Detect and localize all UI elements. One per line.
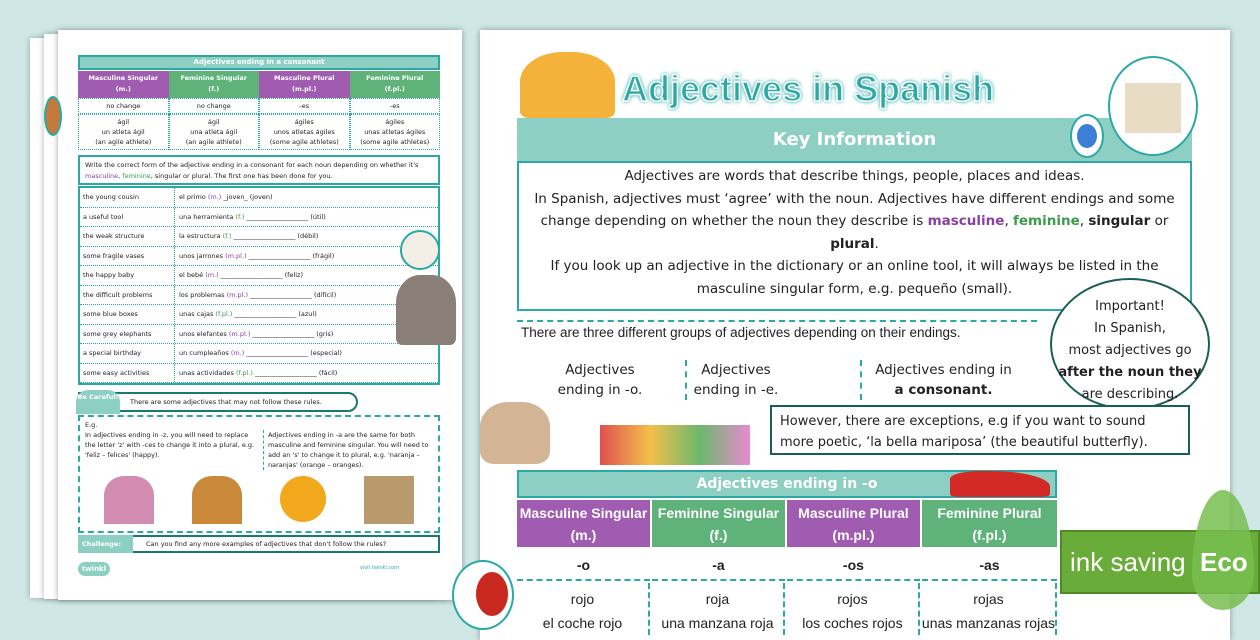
t: unas atletas ágiles [364, 128, 426, 136]
t: , singular or plural. The first one has been done for you. [150, 172, 333, 180]
t: rojas [973, 591, 1004, 607]
col-header: Feminine Plural [937, 505, 1042, 521]
col-header: Masculine Singular [88, 74, 159, 82]
t: roja [705, 591, 730, 607]
t: Write the correct form of the adjective ending in a consonant for each noun depending on whether it's [85, 161, 419, 169]
t: rojo [570, 591, 595, 607]
table-title: Adjectives ending in a consonant [78, 55, 440, 70]
gender-tag: (f.pl.) [235, 368, 253, 377]
exercise-row [80, 227, 438, 247]
english-phrase: the happy baby [80, 266, 175, 285]
answer-blank[interactable]: ___________________ [252, 329, 315, 338]
page-title: Adjectives in Spanish [622, 68, 995, 109]
groups-intro: There are three different groups of adjectives depending on their endings. [521, 325, 961, 340]
example-cell [652, 583, 785, 635]
t: una herramienta [179, 212, 234, 221]
answer-blank[interactable]: ___________________ [234, 310, 297, 319]
t: Adjectives ending in [875, 362, 1012, 378]
hint: (joven) [249, 193, 273, 202]
orange-image [280, 476, 326, 522]
col-header-cell [350, 71, 441, 98]
hint: (feliz) [284, 271, 303, 280]
key-information-header: Key Information [517, 118, 1192, 161]
o-table [517, 500, 1057, 635]
col-header-cell [922, 500, 1057, 547]
col-header: Feminine Singular [657, 505, 780, 521]
english-phrase: some grey elephants [80, 325, 175, 344]
exercise-row [80, 247, 438, 267]
exercise-row [80, 344, 438, 364]
answer-blank[interactable]: ___________________ [246, 212, 309, 221]
girl-image [104, 476, 154, 524]
t: ágiles [294, 118, 314, 126]
col-header-cell [259, 71, 350, 98]
t: una atleta ágil [190, 128, 238, 136]
hint: (difícil) [313, 290, 337, 299]
gender-tag: (m.) [205, 271, 219, 280]
ending-cell: -os [787, 549, 920, 581]
t: plural [830, 235, 875, 252]
spanish-phrase [175, 310, 317, 318]
exercise-row [80, 266, 438, 286]
boy-image [520, 52, 615, 118]
gender-tag: (m.) [207, 193, 222, 202]
hint: (especial) [310, 349, 342, 358]
t: ágil [117, 118, 130, 126]
t: el coche rojo [542, 615, 623, 631]
ending-cell: no change [78, 98, 169, 114]
col-abbr: (f.pl.) [384, 85, 405, 93]
group-e: Adjectives ending in -e. [685, 360, 785, 400]
gender-tag: (m.pl.) [226, 290, 249, 299]
t: or [1150, 213, 1169, 229]
english-phrase: some fragile vases [80, 247, 175, 266]
example-images [85, 476, 433, 524]
hint: (frágil) [312, 251, 335, 260]
challenge-text: Can you find any more examples of adjectives that don't follow the rules? [78, 535, 440, 553]
answer-blank[interactable]: ___________________ [254, 368, 317, 377]
url[interactable]: visit twinkl.com [360, 565, 400, 571]
consonant-table [78, 71, 440, 150]
info-2: In Spanish, adjectives must ‘agree’ with the noun. Adjectives have different endings and some change depending on whether the noun they describe is masculine, feminine, singular or plural. [534, 190, 1175, 252]
butterfly-image [1070, 114, 1104, 158]
t: masculine [85, 172, 119, 180]
t: E.g. [85, 421, 98, 429]
toys-image [600, 425, 750, 465]
exercise-row [80, 305, 438, 325]
t: unas manzanas rojas [921, 615, 1055, 631]
english-phrase: the young cousin [80, 188, 175, 207]
spanish-phrase [175, 232, 318, 240]
english-phrase: some blue boxes [80, 305, 175, 324]
eco-label: Eco [1200, 547, 1248, 577]
example-cell [350, 114, 441, 150]
answer-blank[interactable]: ___________________ [246, 349, 309, 358]
example-cell [259, 114, 350, 150]
answer-blank[interactable]: ___________________ [233, 232, 296, 241]
twinkl-logo: twinkl [78, 562, 110, 576]
gender-tag: (f.) [235, 212, 245, 221]
english-phrase: the weak structure [80, 227, 175, 246]
col-header: Masculine Plural [274, 74, 335, 82]
col-header: Masculine Singular [519, 505, 648, 521]
important-note [1050, 278, 1210, 410]
gender-tag: (f.) [222, 232, 232, 241]
col-abbr: (m.) [570, 527, 597, 543]
exercise-row [80, 208, 438, 228]
example-cell [517, 583, 650, 635]
answer-blank[interactable]: ___________________ [250, 290, 312, 299]
col-header: Feminine Plural [366, 74, 424, 82]
book-image [1108, 56, 1198, 156]
rules [85, 430, 433, 470]
t: rojos [837, 591, 868, 607]
ending-cell: -a [652, 549, 785, 581]
rule-a: Adjectives ending in -a are the same for both masculine and feminine singular. You will need to add an 's' to change it to plural, e.g. 'naranja – naranjas' (orange – oranges). [263, 430, 433, 470]
group-o: Adjectives ending in -o. [557, 362, 643, 398]
gender-tag: (m.) [230, 349, 245, 358]
exercise-row [80, 325, 438, 345]
spanish-phrase [175, 213, 326, 221]
exceptions-note: However, there are exceptions, e.g if you want to sound more poetic, ‘la bella mariposa’ (the beautiful butterfly). [770, 405, 1190, 455]
spanish-phrase [175, 252, 334, 260]
t: (an agile athlete) [185, 138, 242, 146]
col-header: Masculine Plural [798, 505, 909, 521]
t: ink saving [1070, 547, 1186, 577]
col-abbr: (m.pl.) [291, 85, 317, 93]
ending-cell: -as [922, 549, 1057, 581]
t: If you look up an adjective in the dictionary or an online tool, it will always be listed in the masculine singular form, e.g. pequeño (small). [550, 258, 1159, 297]
t: Adjectives are words that describe things, people, places and ideas. [624, 168, 1085, 184]
hint: (útil) [310, 212, 326, 221]
t: el bebé [179, 271, 204, 280]
col-header-cell [169, 71, 260, 98]
col-header-cell [787, 500, 920, 547]
answer-blank[interactable]: ___________________ [220, 271, 283, 280]
english-phrase: some easy activities [80, 364, 175, 383]
t: unas actividades [179, 368, 234, 377]
t: unas cajas [179, 310, 214, 319]
t: after the noun they [1058, 365, 1202, 380]
ending-cell: -es [350, 98, 441, 114]
gender-tag: (m.pl.) [225, 251, 247, 260]
t: ágil [207, 118, 220, 126]
answer-blank[interactable]: _joven_ [223, 193, 248, 202]
t: In Spanish, [1094, 321, 1166, 336]
example-cell [78, 114, 169, 150]
example-cell [787, 583, 920, 635]
hint: (gris) [316, 329, 334, 338]
col-abbr: (f.) [709, 527, 728, 543]
t: singular [1088, 213, 1151, 229]
exercise-row [80, 364, 438, 384]
t: una manzana roja [661, 615, 774, 631]
t: In Spanish, adjectives must ‘agree’ with the noun. Adjectives have different endings and some change depending on whether the noun they describe is [534, 190, 1175, 229]
t: ágiles [385, 118, 405, 126]
hint: (fácil) [318, 368, 338, 377]
t: feminine [1013, 213, 1080, 229]
t: el primo [179, 193, 206, 202]
t: un cumpleaños [179, 349, 229, 358]
t: masculine [927, 213, 1005, 229]
spanish-phrase [175, 369, 337, 377]
challenge-label: Challenge: [78, 535, 133, 553]
t: unos elefantes [179, 329, 227, 338]
spanish-phrase [175, 193, 273, 201]
t: a consonant. [894, 382, 993, 398]
horse-image [44, 96, 62, 136]
t: (some agile athletes) [360, 138, 430, 146]
english-phrase: a special birthday [80, 344, 175, 363]
rule-z: In adjectives ending in -z, you will need to replace the letter 'z' with -ces to change it into a plural, e.g. 'feliz – felices' (happy). [85, 431, 255, 459]
col-abbr: (f.) [208, 85, 220, 93]
exercise-row [80, 188, 438, 208]
english-phrase: the difficult problems [80, 286, 175, 305]
t: los coches rojos [802, 615, 903, 631]
exercise-list [78, 186, 440, 385]
be-careful-badge: Be Careful! [76, 390, 120, 414]
t: (some agile athletes) [269, 138, 339, 146]
t: unos atletas ágiles [273, 128, 335, 136]
col-header-cell [652, 500, 785, 547]
t: unos jarrones [179, 251, 224, 260]
col-header: Feminine Singular [180, 74, 247, 82]
t: un atleta ágil [101, 128, 145, 136]
careful-banner: There are some adjectives that may not follow these rules. [78, 392, 358, 412]
baby-image [400, 230, 440, 270]
group-consonant [860, 360, 1025, 400]
family-image [192, 476, 242, 524]
apple-image [452, 560, 514, 630]
hint: (débil) [297, 232, 319, 241]
t: los problemas [179, 290, 225, 299]
t: are describing. [1081, 387, 1179, 402]
spanish-phrase [175, 349, 342, 357]
child-image [480, 402, 550, 464]
spanish-phrase [175, 271, 303, 279]
spanish-phrase [175, 291, 336, 299]
example-cell [169, 114, 260, 150]
oranges-bag-image [364, 476, 414, 524]
ending-cell: -es [259, 98, 350, 114]
example-cell [922, 583, 1057, 635]
answer-blank[interactable]: ___________________ [248, 251, 311, 260]
o-table-title: Adjectives ending in -o [517, 470, 1057, 498]
hint: (azul) [298, 310, 317, 319]
t: la estructura [179, 232, 221, 241]
worksheet-page [58, 30, 462, 600]
elephant-image [396, 275, 456, 345]
col-header-cell [517, 500, 650, 547]
t: feminine [122, 172, 151, 180]
ending-cell: -o [517, 549, 650, 581]
instructions: Write the correct form of the adjective ending in a consonant for each noun depending on whether it's masculine, feminine, singular or plural. The first one has been done for you. [78, 155, 440, 185]
t: (an agile athlete) [95, 138, 152, 146]
col-abbr: (f.pl.) [972, 527, 1007, 543]
col-abbr: (m.) [115, 85, 131, 93]
gender-tag: (f.pl.) [215, 310, 233, 319]
examples-box [78, 415, 440, 533]
t: Important! [1095, 299, 1165, 314]
exercise-row [80, 286, 438, 306]
gender-tag: (m.pl.) [228, 329, 251, 338]
col-abbr: (m.pl.) [832, 527, 875, 543]
ending-cell: no change [169, 98, 260, 114]
col-header-cell [78, 71, 169, 98]
english-phrase: a useful tool [80, 208, 175, 227]
spanish-phrase [175, 330, 333, 338]
t: most adjectives go [1068, 343, 1192, 358]
